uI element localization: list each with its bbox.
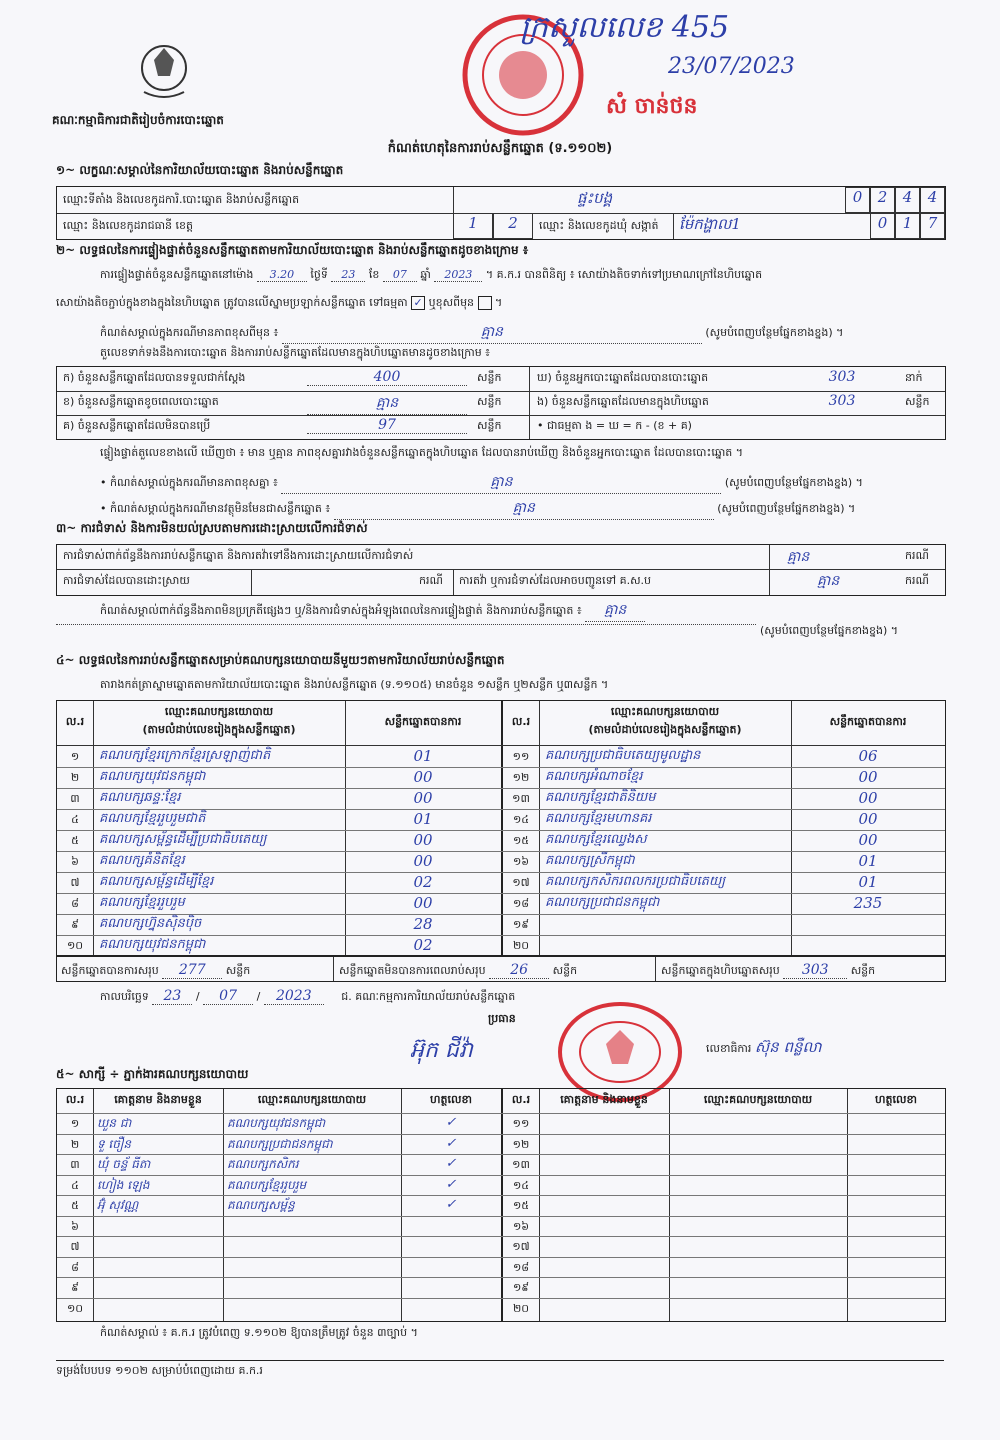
figure-left-value: គ្មាន <box>307 393 467 415</box>
row-divider <box>57 1113 945 1114</box>
wcol-no-left: ល.រ <box>65 1093 85 1106</box>
commune-code: 0 1 7 <box>870 213 945 239</box>
party-name-right: គណបក្សខ្មែរឈ្វេងស <box>545 832 647 847</box>
section3-title: ៣~ ការជំទាស់ និងការមិនយល់ស្របតាមការដោះស្រាយលើការជំទាស់ <box>56 521 368 535</box>
party-name-right: គណបក្សប្រជាជនកម្ពុជា <box>545 895 660 910</box>
witness-name-left: ទួ ចឿន <box>97 1136 132 1151</box>
witness-no-right: ១២ <box>512 1137 530 1151</box>
party-name-left: គណបក្សខ្មែររួបរួមជាតិ <box>99 811 206 826</box>
wcol-sign-left: ហត្ថលេខា <box>430 1093 472 1106</box>
witness-no-left: ៤ <box>71 1178 79 1192</box>
col-votes-left: សន្លឹកឆ្នោតបានការ <box>384 715 462 728</box>
party-votes-right: 00 <box>858 789 878 807</box>
figure-right-unit: នាក់ <box>905 371 923 384</box>
national-emblem-icon <box>130 38 198 106</box>
party-no-right: ១៨ <box>512 897 530 910</box>
party-no-left: ១ <box>70 750 80 763</box>
party-no-right: ១២ <box>512 771 530 784</box>
location-code: 0 2 4 4 <box>845 187 945 213</box>
party-votes-left: 01 <box>413 747 433 765</box>
party-no-left: ៥ <box>71 834 79 847</box>
party-name-right: គណបក្សខ្មែរជាតិនិយម <box>545 790 656 805</box>
province-label: ឈ្មោះ និងលេខកូដរាជធានី ខេត្ត <box>63 219 193 232</box>
party-votes-right: 00 <box>858 831 878 849</box>
row-divider <box>57 1175 945 1176</box>
col-party-right: ឈ្មោះគណបក្សនយោបាយ <box>610 705 720 718</box>
witness-no-right: ១៣ <box>512 1158 530 1171</box>
witness-name-left: ឃុំ ចន្ទ័ ធីតា <box>97 1157 151 1171</box>
party-no-left: ៨ <box>71 897 79 910</box>
party-name-left: គណបក្សគំនិតខ្មែរ <box>99 853 185 868</box>
note1-line: កំណត់សម្គាល់ក្នុងករណីមានភាពខុសពីមុន ៖ គ្មាន (សូមបំពេញបន្ថែមផ្នែកខាងខ្នង) ។ <box>100 322 843 344</box>
party-votes-left: 00 <box>413 789 433 807</box>
figure-left-unit: សន្លឹក <box>477 371 502 384</box>
party-no-right: ១៣ <box>512 792 530 805</box>
party-votes-left: 00 <box>413 852 433 870</box>
form-title: កំណត់ហេតុនៃការរាប់សន្លឹកឆ្នោត (ទ.១១០២) <box>387 141 613 156</box>
handwritten-date: 23/07/2023 <box>668 54 795 79</box>
row-divider <box>57 1154 945 1155</box>
party-name-left: គណបក្សហ្វ៊ុនស៊ិនប៉ិច <box>99 916 202 931</box>
col-no-right: ល.រ <box>511 715 531 728</box>
objections-table: ការជំទាស់ពាក់ព័ន្ធនឹងការរាប់សន្លឹកឆ្នោត និងការតវ៉ាទៅនឹងការដោះស្រាយលើការជំទាស់ គ្មាន ករណី ការជំទាស់ដែលបានដោះស្រាយ ករណី ការតវ៉ា ឬការជំទាស់ដែលអាចបញ្ជូនទៅ គ.ស.ប គ្មាន ករណី <box>56 544 946 596</box>
party-results-table <box>56 700 946 956</box>
party-no-left: ៦ <box>71 855 79 868</box>
col-party-sub-left: (តាមលំដាប់លេខរៀងក្នុងសន្លឹកឆ្នោត) <box>142 723 296 736</box>
changed-checkbox[interactable] <box>478 296 492 310</box>
row-divider <box>57 1134 945 1135</box>
figure-left-label: គ) ចំនួនសន្លឹកឆ្នោតដែលមិនបានប្រើ <box>63 419 211 432</box>
witness-no-left: ១០ <box>66 1301 84 1315</box>
party-no-left: ២ <box>70 771 80 784</box>
row-divider <box>57 1257 945 1258</box>
compare-line: ផ្ទៀងផ្ទាត់តួលេខខាងលើ ឃើញថា ៖ មាន ឬគ្មាន ភាពខុសគ្នារវាងចំនួនសន្លឹកឆ្នោតក្នុងហិបឆ្នោត ដែលបានរាប់ឃើញ និងចំនួនអ្នកបោះឆ្នោត ដែលបានបោះឆ្នោត ។ <box>100 446 744 459</box>
witness-no-right: ១៩ <box>512 1281 530 1294</box>
witness-footnote: កំណត់សម្គាល់ ៖ គ.ក.រ ត្រូវបំពេញ ទ.១១០២ ឱ្យបានត្រឹមត្រូវ ចំនួន ៣ច្បាប់ ។ <box>100 1326 418 1339</box>
witness-no-left: ៦ <box>71 1219 79 1233</box>
party-no-left: ៣ <box>70 792 80 805</box>
party-no-right: ១៧ <box>512 876 530 889</box>
col-votes-right: សន្លឹកឆ្នោតបានការ <box>829 715 907 728</box>
row-divider <box>57 1216 945 1217</box>
figures-table <box>56 366 946 440</box>
party-name-right: គណបក្សអំណាចខ្មែរ <box>545 769 643 784</box>
party-no-right: ១៤ <box>512 813 530 826</box>
objection-label: ការជំទាស់ពាក់ព័ន្ធនឹងការរាប់សន្លឹកឆ្នោត និងការតវ៉ាទៅនឹងការដោះស្រាយលើការជំទាស់ <box>63 549 414 562</box>
secretary-line: លេខាធិការ ស៊ុន ពន្លឺលា <box>706 1038 822 1056</box>
location-value: ផ្ទះបង្គ <box>577 189 613 207</box>
witness-no-right: ១៤ <box>512 1178 530 1192</box>
party-name-left: គណបក្សឆន្ទៈខ្មែរ <box>99 790 181 805</box>
witness-party-left: គណបក្សសម្ព័ន្ធ <box>227 1198 295 1212</box>
form-page: គណៈកម្មាធិការជាតិរៀបចំការបោះឆ្នោត សំ ចាន់ថន ក្រសួលលេខ 455 23/07/2023 កំណត់ហេតុនៃការរាប់សន្លឹកឆ្នោត (ទ.១១០២) ១~ លក្ខណៈសម្គាល់នៃការិយាល័យបោះឆ្នោត និងរាប់សន្លឹកឆ្នោត ឈ្មោះទីតាំង និងលេខកូដការិ.បោះឆ្នោត និងរាប់សន្លឹកឆ្នោត ផ្ទះបង្គ 0 2 4 4 ឈ្មោះ និងលេខកូដរាជធានី ខេត្ត 1 2 ឈ្មោះ និងលេខកូដឃុំ សង្កាត់ ម៉ែកង្ហាល1 0 1 7 ២~ លទ្ធផលនៃការផ្ទៀងផ្ទាត់ចំនួនសន្លឹកឆ្នោតតាមការិយាល័យបោះឆ្នោត និងរាប់សន្លឹកឆ្នោតដូចខាងក្រោម ៖ ការផ្ទៀងផ្ទាត់ចំនួនសន្លឹកឆ្នោតនៅម៉ោង 3.20 ថ្ងៃទី 23 ខែ 07 ឆ្នាំ 2023 ។ គ.ក.រ បានពិនិត្យ ៖ សោយ៉ាងតិចទាក់ទៅប្រមាណក្រៅនៃហិបឆ្នោត សោយ៉ាងតិចភ្ជាប់ក្នុងខាងក្នុងនៃហិបឆ្នោត ត្រូវបានលើស្នាមប្រឡាក់សន្លឹកឆ្នោត ទៅធម្មតា ✓ ឬខុសពីមុន ។ កំណត់សម្គាល់ក្នុងករណីមានភាពខុសពីមុន ៖ គ្មាន (សូមបំពេញបន្ថែមផ្នែកខាងខ្នង) ។ តួលេខទាក់ទងនឹងការបោះឆ្នោត និងការរាប់សន្លឹកឆ្នោតដែលមានក្នុងហិបឆ្នោតមានដូចខាងក្រោម ៖ ក) ចំនួនសន្លឹកឆ្នោតដែលបានទទួលជាក់ស្តែង 400 សន្លឹក ឃ) ចំនួនអ្នកបោះឆ្នោតដែលបានបោះឆ្នោត 303 នាក់ ខ) ចំនួនសន្លឹកឆ្នោតខូចពេលបោះឆ្នោត គ្មាន សន្លឹក ង) ចំនួនសន្លឹកឆ្នោតដែលមានក្នុងហិបឆ្នោត 303 សន្លឹក គ) ចំនួនសន្លឹកឆ្នោតដែលមិនបានប្រើ 97 សន្លឹក • ជាធម្មតា ង = ឃ = ក - (ខ + គ) ផ្ទៀងផ្ទាត់តួលេខខាងលើ ឃើញថា ៖ មាន ឬគ្មាន ភាពខុសគ្នារវាងចំនួនសន្លឹកឆ្នោតក្នុងហិបឆ្នោត ដែលបានរាប់ឃើញ និងចំនួនអ្នកបោះឆ្នោត ដែលបានបោះឆ្នោត ។ • កំណត់សម្គាល់ក្នុងករណីមានភាពខុសគ្នា ៖ គ្មាន (សូមបំពេញបន្ថែមផ្នែកខាងខ្នង) ។ • កំណត់សម្គាល់ក្នុងករណីមានវត្ថុមិនមែនជាសន្លឹកឆ្នោត ៖ គ្មាន (សូមបំពេញបន្ថែមផ្នែកខាងខ្នង) ។ ៣~ ការជំទាស់ និងការមិនយល់ស្របតាមការដោះស្រាយលើការជំទាស់ ការជំទាស់ពាក់ព័ន្ធនឹងការរាប់សន្លឹកឆ្នោត និងការតវ៉ាទៅនឹងការដោះស្រាយលើការជំទាស់ គ្មាន ករណី ការជំទាស់ដែលបានដោះស្រាយ ករណី ការតវ៉ា ឬការជំទាស់ដែលអាចបញ្ជូនទៅ គ.ស.ប គ្មាន ករណី កំណត់សម្គាល់ពាក់ព័ន្ធនឹងភាពមិនប្រក្រតីផ្សេងៗ ឬ/និងការជំទាស់ក្នុងអំឡុងពេលនៃការផ្ទៀងផ្ទាត់ និងការរាប់សន្លឹកឆ្នោត ៖ គ្មាន (សូមបំពេញបន្ថែមផ្នែកខាងខ្នង) ។ ៤~ លទ្ធផលនៃការរាប់សន្លឹកឆ្នោតសម្រាប់គណបក្សនយោបាយនីមួយៗតាមការិយាល័យរាប់សន្លឹកឆ្នោត តារាងកត់ត្រាស្នាមឆ្នោតតាមការិយាល័យបោះឆ្នោត និងរាប់សន្លឹកឆ្នោត (ទ.១១០៥) មានចំនួន ១សន្លឹក ឬ២សន្លឹក ឬ៣សន្លឹក ។ ល.រ ឈ្មោះគណបក្សនយោបាយ (តាមលំដាប់លេខរៀងក្នុងសន្លឹកឆ្នោត) សន្លឹកឆ្នោតបានការ ល.រ ឈ្មោះគណបក្សនយោបាយ (តាមលំដាប់លេខរៀងក្នុងសន្លឹកឆ្នោត) សន្លឹកឆ្នោតបានការ ១ គណបក្សខ្មែរក្រោកខ្មែរស្រឡាញ់ជាតិ 01 ១១ គណបក្សប្រជាធិបតេយ្យមូលដ្ឋាន 06 ២ គណបក្សយុវជនកម្ពុជា 00 ១២ គណបក្សអំណាចខ្មែរ 00 ៣ គណបក្សឆន្ទៈខ្មែរ 00 ១៣ គណបក្សខ្មែរជាតិនិយម 00 ៤ គណបក្សខ្មែររួបរួមជាតិ 01 ១៤ គណបក្សខ្មែរមហានគរ 00 ៥ គណបក្សសម្ព័ន្ធដើម្បីប្រជាធិបតេយ្យ 00 ១៥ គណបក្សខ្មែរឈ្វេងស 00 ៦ គណបក្សគំនិតខ្មែរ 00 ១៦ គណបក្សស្រីកម្ពុជា 01 ៧ គណបក្សសម្ព័ន្ធដើម្បីខ្មែរ 02 ១៧ គណបក្សកសិករពលករប្រជាធិបតេយ្យ 01 ៨ គណបក្សខ្មែររួបរួម 00 ១៨ គណបក្សប្រជាជនកម្ពុជា 235 ៩ គណបក្សហ្វ៊ុនស៊ិនប៉ិច 28 ១៩ ១០ គណបក្សយុវជនកម្ពុជា 02 ២០ សន្លឹកឆ្នោតបានការសរុប 277 សន្លឹក សន្លឹកឆ្នោតមិនបានការពេលរាប់សរុប 26 សន្លឹក សន្លឹកឆ្នោតក្នុងហិបឆ្នោតសរុប 303 សន្លឹក កាលបរិច្ឆេទ 23 / 07 / 2023 ជ. គណៈកម្មការការិយាល័យរាប់សន្លឹកឆ្នោត ប្រធាន អ៊ុក ជីវ៉ា លេខាធិការ ស៊ុន ពន្លឺលា ៥~ សាក្សី ÷ ភ្នាក់ងារគណបក្សនយោបាយ ល.រ គោត្តនាម និងនាមខ្លួន ឈ្មោះគណបក្សនយោបាយ ហត្ថលេខា ល.រ គោត្តនាម និងនាមខ្លួន ឈ្មោះគណបក្សនយោបាយ ហត្ថលេខា ១ ឃួន ជា គណបក្សយុវជនកម្ពុជា ✓ ១១ ២ ទួ ចឿន គណបក្សប្រជាជនកម្ពុជា ✓ ១២ ៣ ឃុំ ចន្ទ័ ធីតា គណបក្សកសិករ ✓ ១៣ ៤ ហៀង ឡេង គណបក្សខ្មែររួបរួម ✓ ១៤ ៥ អ៊ុំ សុវណ្ណ គណបក្សសម្ព័ន្ធ ✓ ១៥ ៦ ១៦ ៧ ១៧ ៨ ១៨ ៩ ១៩ ១០ ២០ កំណត់សម្គាល់ ៖ គ.ក.រ ត្រូវបំពេញ ទ.១១០២ ឱ្យបានត្រឹមត្រូវ ចំនួន ៣ច្បាប់ ។ ទម្រង់បែបបទ ១១០២ សម្រាប់បំពេញដោយ គ.ក.រ <box>0 0 1000 1440</box>
figure-left-value: 97 <box>307 417 467 434</box>
witness-sign-left: ✓ <box>445 1156 457 1171</box>
signing-date-line: កាលបរិច្ឆេទ 23 / 07 / 2023 ជ. គណៈកម្មការការិយាល័យរាប់សន្លឹកឆ្នោត <box>100 988 516 1004</box>
party-votes-right: 235 <box>853 894 883 912</box>
irregularity-note-value: គ្មាន <box>585 600 645 622</box>
irregularity-note-line: កំណត់សម្គាល់ពាក់ព័ន្ធនឹងភាពមិនប្រក្រតីផ្សេងៗ ឬ/និងការជំទាស់ក្នុងអំឡុងពេលនៃការផ្ទៀងផ្ទាត់ និងការរាប់សន្លឹកឆ្នោត ៖ គ្មាន <box>100 600 645 622</box>
invalid-total: សន្លឹកឆ្នោតមិនបានការពេលរាប់សរុប 26 សន្លឹក <box>339 962 578 978</box>
ballot-box-total: សន្លឹកឆ្នោតក្នុងហិបឆ្នោតសរុប 303 សន្លឹក <box>661 962 876 978</box>
figure-right-value: 303 <box>828 369 856 385</box>
wcol-party-left: ឈ្មោះគណបក្សនយោបាយ <box>257 1093 367 1106</box>
section5-title: ៥~ សាក្សី ÷ ភ្នាក់ងារគណបក្សនយោបាយ <box>56 1067 249 1081</box>
party-name-right: គណបក្សប្រជាធិបតេយ្យមូលដ្ឋាន <box>545 748 701 763</box>
committee-name: គណៈកម្មាធិការជាតិរៀបចំការបោះឆ្នោត <box>52 113 224 127</box>
normal-checkbox[interactable]: ✓ <box>411 296 425 310</box>
witness-party-left: គណបក្សប្រជាជនកម្ពុជា <box>227 1136 333 1151</box>
forwarded-label: ការតវ៉ា ឬការជំទាស់ដែលអាចបញ្ជូនទៅ គ.ស.ប <box>459 574 652 587</box>
party-name-left: គណបក្សសម្ព័ន្ធដើម្បីប្រជាធិបតេយ្យ <box>99 832 267 847</box>
verify-time: 3.20 <box>257 268 307 282</box>
witness-sign-left: ✓ <box>445 1176 457 1192</box>
witness-name-left: ឃួន ជា <box>97 1116 132 1130</box>
verify-day: 23 <box>331 268 365 282</box>
party-no-left: ៧ <box>70 876 80 889</box>
witness-no-left: ៧ <box>70 1240 80 1253</box>
party-votes-right: 06 <box>858 747 878 765</box>
handwritten-code: ក្រសួលលេខ 455 <box>520 10 730 45</box>
commune-value: ម៉ែកង្ហាល1 <box>679 215 741 233</box>
totals-row <box>56 956 946 982</box>
seal-line: សោយ៉ាងតិចភ្ជាប់ក្នុងខាងក្នុងនៃហិបឆ្នោត ត្រូវបានលើស្នាមប្រឡាក់សន្លឹកឆ្នោត ទៅធម្មតា ✓ ឬខុសពីមុន ។ <box>56 296 503 309</box>
col-no-left: ល.រ <box>65 715 85 728</box>
witness-table <box>56 1088 946 1322</box>
party-votes-left: 28 <box>413 915 433 933</box>
section1-title: ១~ លក្ខណៈសម្គាល់នៃការិយាល័យបោះឆ្នោត និងរាប់សន្លឹកឆ្នោត <box>56 163 344 177</box>
party-name-left: គណបក្សយុវជនកម្ពុជា <box>99 937 206 952</box>
party-no-left: ៩ <box>71 918 79 931</box>
figure-left-value: 400 <box>307 369 467 386</box>
section2-title: ២~ លទ្ធផលនៃការផ្ទៀងផ្ទាត់ចំនួនសន្លឹកឆ្នោតតាមការិយាល័យបោះឆ្នោត និងរាប់សន្លឹកឆ្នោតដូចខាងក្រោម ៖ <box>56 243 529 257</box>
figure-right-label: ង) ចំនួនសន្លឹកឆ្នោតដែលមានក្នុងហិបឆ្នោត <box>537 395 709 408</box>
witness-sign-left: ✓ <box>445 1135 457 1151</box>
witness-no-right: ១៧ <box>512 1240 530 1253</box>
location-label: ឈ្មោះទីតាំង និងលេខកូដការិ.បោះឆ្នោត និងរាប់សន្លឹកឆ្នោត <box>63 193 300 206</box>
wcol-sign-right: ហត្ថលេខា <box>875 1093 917 1106</box>
witness-name-left: អ៊ុំ សុវណ្ណ <box>97 1198 139 1212</box>
figure-right-value: 303 <box>828 393 856 409</box>
resolved-label: ការជំទាស់ដែលបានដោះស្រាយ <box>63 574 190 587</box>
witness-name-left: ហៀង ឡេង <box>97 1177 150 1192</box>
witness-no-left: ១ <box>70 1117 80 1130</box>
verify-month: 07 <box>383 268 417 282</box>
party-votes-left: 00 <box>413 894 433 912</box>
figures-intro: តួលេខទាក់ទងនឹងការបោះឆ្នោត និងការរាប់សន្លឹកឆ្នោតដែលមានក្នុងហិបឆ្នោតមានដូចខាងក្រោម ៖ <box>100 346 491 359</box>
row-divider <box>57 1277 945 1278</box>
verify-line: ការផ្ទៀងផ្ទាត់ចំនួនសន្លឹកឆ្នោតនៅម៉ោង 3.20 ថ្ងៃទី 23 ខែ 07 ឆ្នាំ 2023 ។ គ.ក.រ បានពិនិត្យ ៖ សោយ៉ាងតិចទាក់ទៅប្រមាណក្រៅនៃហិបឆ្នោត <box>100 268 763 281</box>
witness-no-left: ៨ <box>71 1260 79 1274</box>
witness-no-left: ៩ <box>71 1281 79 1294</box>
party-votes-right: 00 <box>858 810 878 828</box>
witness-no-right: ១៨ <box>512 1260 530 1274</box>
figure-left-label: ក) ចំនួនសន្លឹកឆ្នោតដែលបានទទួលជាក់ស្តែង <box>63 371 246 384</box>
row-divider <box>57 1298 945 1299</box>
figure-left-label: ខ) ចំនួនសន្លឹកឆ្នោតខូចពេលបោះឆ្នោត <box>63 395 219 408</box>
party-name-right: គណបក្សខ្មែរមហានគរ <box>545 811 652 826</box>
party-no-left: ៤ <box>71 813 79 826</box>
col-party-left: ឈ្មោះគណបក្សនយោបាយ <box>164 705 274 718</box>
party-no-right: ២០ <box>512 939 530 952</box>
form-footer: ទម្រង់បែបបទ ១១០២ សម្រាប់បំពេញដោយ គ.ក.រ <box>56 1364 263 1377</box>
witness-no-right: ១៦ <box>512 1219 530 1233</box>
figure-left-unit: សន្លឹក <box>477 419 502 432</box>
party-no-right: ១៥ <box>512 834 530 847</box>
witness-party-left: គណបក្សកសិករ <box>227 1157 299 1171</box>
witness-sign-left: ✓ <box>445 1197 457 1212</box>
figure-right-unit: សន្លឹក <box>905 395 930 408</box>
party-votes-left: 02 <box>413 873 433 891</box>
party-name-left: គណបក្សសម្ព័ន្ធដើម្បីខ្មែរ <box>99 874 214 889</box>
party-name-right: គណបក្សស្រីកម្ពុជា <box>545 853 635 868</box>
wcol-party-right: ឈ្មោះគណបក្សនយោបាយ <box>703 1093 813 1106</box>
note3-line: • កំណត់សម្គាល់ក្នុងករណីមានវត្ថុមិនមែនជាសន្លឹកឆ្នោត ៖ គ្មាន (សូមបំពេញបន្ថែមផ្នែកខាងខ្នង) ។ <box>100 498 855 520</box>
valid-total: សន្លឹកឆ្នោតបានការសរុប 277 សន្លឹក <box>61 962 251 978</box>
objection-value: គ្មាន <box>787 549 810 565</box>
note3-value: គ្មាន <box>334 498 714 520</box>
verify-year: 2023 <box>434 268 482 282</box>
tally-sheet-line: តារាងកត់ត្រាស្នាមឆ្នោតតាមការិយាល័យបោះឆ្នោត និងរាប់សន្លឹកឆ្នោត (ទ.១១០៥) មានចំនួន ១សន្លឹក ឬ២សន្លឹក ឬ៣សន្លឹក ។ <box>100 678 609 691</box>
forwarded-value: គ្មាន <box>817 573 840 589</box>
wcol-name-right: គោត្តនាម និងនាមខ្លួន <box>560 1093 648 1106</box>
section1-box <box>56 186 946 240</box>
witness-no-right: ១៥ <box>512 1199 530 1212</box>
party-name-left: គណបក្សខ្មែររួបរួម <box>99 895 185 910</box>
commune-label: ឈ្មោះ និងលេខកូដឃុំ សង្កាត់ <box>539 219 659 232</box>
figure-right-label: • ជាធម្មតា ង = ឃ = ក - (ខ + គ) <box>537 419 692 432</box>
stamp-name: សំ ចាន់ថន <box>606 94 698 119</box>
witness-no-left: ២ <box>70 1137 80 1151</box>
party-name-right: គណបក្សកសិករពលករប្រជាធិបតេយ្យ <box>545 874 726 889</box>
witness-no-left: ៥ <box>71 1199 79 1212</box>
note2-value: គ្មាន <box>281 472 721 494</box>
party-no-left: ១០ <box>66 939 84 952</box>
party-votes-right: 01 <box>858 852 878 870</box>
party-votes-left: 01 <box>413 810 433 828</box>
party-name-left: គណបក្សយុវជនកម្ពុជា <box>99 769 206 784</box>
party-votes-right: 01 <box>858 873 878 891</box>
witness-party-left: គណបក្សយុវជនកម្ពុជា <box>227 1116 326 1130</box>
note1-value: គ្មាន <box>282 322 702 344</box>
province-code: 1 2 <box>453 213 533 239</box>
party-votes-left: 00 <box>413 831 433 849</box>
party-votes-left: 00 <box>413 768 433 786</box>
witness-sign-left: ✓ <box>445 1115 457 1130</box>
witness-no-right: ១១ <box>512 1117 530 1130</box>
party-votes-left: 02 <box>413 936 433 954</box>
party-no-right: ១៦ <box>512 855 530 868</box>
party-no-right: ១៩ <box>512 918 530 931</box>
party-name-left: គណបក្សខ្មែរក្រោកខ្មែរស្រឡាញ់ជាតិ <box>99 748 271 763</box>
col-party-sub-right: (តាមលំដាប់លេខរៀងក្នុងសន្លឹកឆ្នោត) <box>588 723 742 736</box>
figure-right-label: ឃ) ចំនួនអ្នកបោះឆ្នោតដែលបានបោះឆ្នោត <box>537 371 709 384</box>
wcol-name-left: គោត្តនាម និងនាមខ្លួន <box>114 1093 202 1106</box>
witness-party-left: គណបក្សខ្មែររួបរួម <box>227 1177 307 1192</box>
party-votes-right: 00 <box>858 768 878 786</box>
figure-left-unit: សន្លឹក <box>477 395 502 408</box>
wcol-no-right: ល.រ <box>511 1093 531 1106</box>
chair-label: ប្រធាន <box>488 1012 516 1025</box>
note2-line: • កំណត់សម្គាល់ក្នុងករណីមានភាពខុសគ្នា ៖ គ្មាន (សូមបំពេញបន្ថែមផ្នែកខាងខ្នង) ។ <box>100 472 863 494</box>
witness-no-right: ២០ <box>512 1301 530 1315</box>
row-divider <box>57 1195 945 1196</box>
witness-no-left: ៣ <box>70 1158 80 1171</box>
section4-title: ៤~ លទ្ធផលនៃការរាប់សន្លឹកឆ្នោតសម្រាប់គណបក្សនយោបាយនីមួយៗតាមការិយាល័យរាប់សន្លឹកឆ្នោត <box>56 653 505 667</box>
row-divider <box>57 1236 945 1237</box>
chair-signature: អ៊ុក ជីវ៉ា <box>410 1038 473 1063</box>
party-no-right: ១១ <box>512 750 530 763</box>
